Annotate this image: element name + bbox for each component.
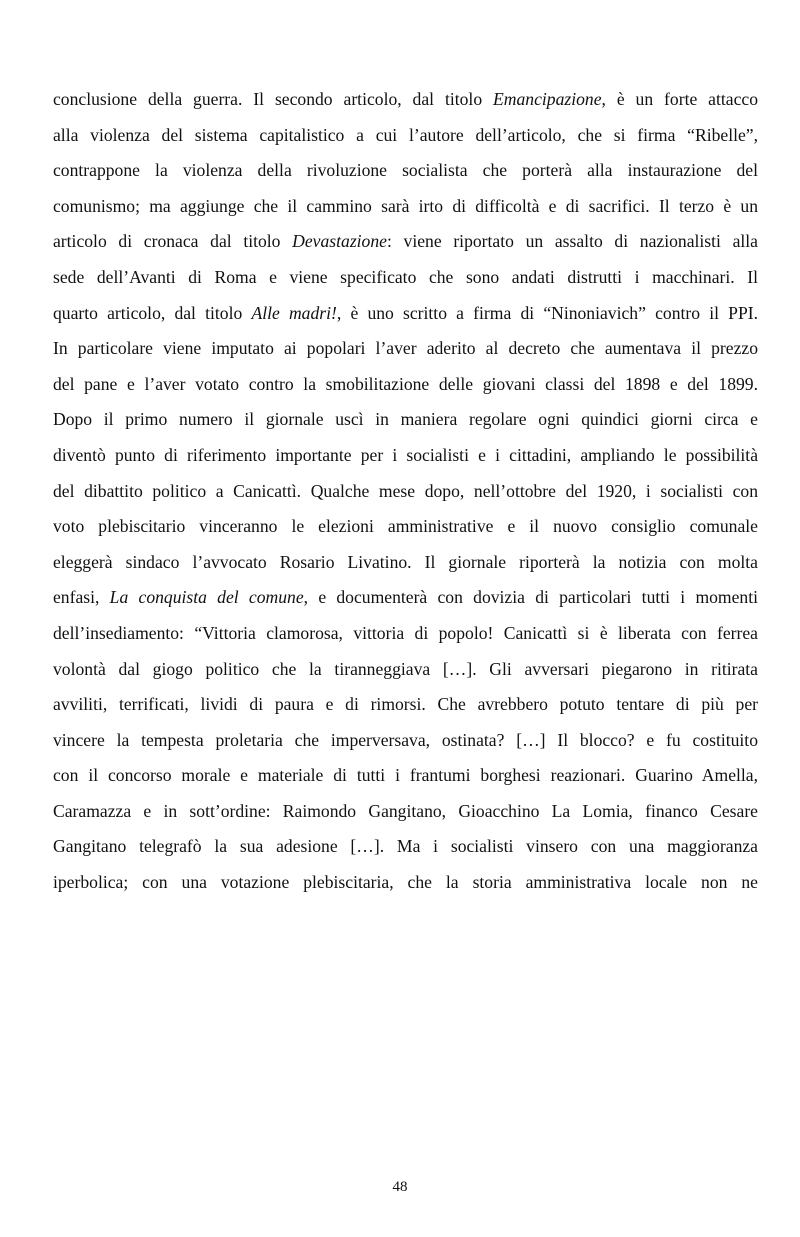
text-line: [53, 224, 758, 260]
text-line: [53, 652, 758, 688]
text-segment: con il concorso morale e materiale di tutti i frantumi borghesi reazionari. Guarino Amella,: [53, 765, 758, 786]
text-segment: voto plebiscitario vinceranno le elezioni amministrative e il nuovo consiglio comunale: [53, 516, 758, 537]
text-line: [53, 82, 758, 118]
text-segment: alla violenza del sistema capitalistico a cui l’autore dell’articolo, che si firma “Ribelle”,: [53, 124, 758, 145]
text-line: [53, 545, 758, 581]
text-line: [53, 509, 758, 545]
text-segment: vincere la tempesta proletaria che imperversava, ostinata? […] Il blocco? e fu costituito: [53, 729, 758, 750]
text-segment: , è uno scritto a firma di “Ninoniavich” contro il PPI.: [336, 302, 758, 323]
text-segment: enfasi,: [53, 587, 110, 608]
text-line: [53, 260, 758, 296]
text-segment: In particolare viene imputato ai popolari l’aver aderito al decreto che aumentava il prezzo: [53, 338, 758, 359]
italic-title: Devastazione: [292, 231, 387, 252]
italic-title: Emancipazione: [493, 89, 602, 109]
body-paragraph: [53, 82, 758, 901]
text-segment: , e documenterà con dovizia di particolari tutti i momenti: [303, 587, 758, 608]
text-line: [53, 474, 758, 510]
text-segment: Dopo il primo numero il giornale uscì in maniera regolare ogni quindici giorni circa e: [53, 409, 758, 430]
text-segment: conclusione della guerra. Il secondo articolo, dal titolo: [53, 89, 494, 109]
text-segment: , è un forte attacco: [601, 89, 758, 109]
italic-title: Alle madri!: [251, 302, 337, 323]
text-segment: volontà dal giogo politico che la tiranneggiava […]. Gli avversari piegarono in ritirata: [53, 658, 758, 679]
text-line: [53, 758, 758, 794]
text-line: [53, 153, 758, 189]
italic-title: La conquista del comune: [109, 587, 304, 608]
text-segment: del dibattito politico a Canicattì. Qualche mese dopo, nell’ottobre del 1920, i socialisti con: [53, 480, 758, 501]
text-line: [53, 189, 758, 225]
text-segment: contrappone la violenza della rivoluzione socialista che porterà alla instaurazione del: [53, 160, 758, 181]
text-line: [53, 296, 758, 332]
text-segment: dell’insediamento: “Vittoria clamorosa, vittoria di popolo! Canicattì si è liberata con ferrea: [53, 622, 758, 643]
text-segment: sede dell’Avanti di Roma e viene specificato che sono andati distrutti i macchinari. Il: [53, 266, 758, 287]
text-line: [53, 118, 758, 154]
text-line: [53, 829, 758, 865]
text-segment: Caramazza e in sott’ordine: Raimondo Gangitano, Gioacchino La Lomia, financo Cesare: [53, 800, 758, 821]
text-segment: diventò punto di riferimento importante per i socialisti e i cittadini, ampliando le possibilità: [53, 444, 758, 465]
text-segment: comunismo; ma aggiunge che il cammino sarà irto di difficoltà e di sacrifici. Il terzo è un: [53, 195, 758, 216]
text-line: [53, 723, 758, 759]
text-line: [53, 402, 758, 438]
text-line: [53, 616, 758, 652]
text-line: [53, 687, 758, 723]
text-segment: articolo di cronaca dal titolo: [53, 231, 293, 252]
page-number: 48: [392, 1179, 408, 1195]
text-line: [53, 794, 758, 830]
text-line: [53, 580, 758, 616]
text-line: [53, 367, 758, 403]
text-segment: Gangitano telegrafò la sua adesione […]. Ma i socialisti vinsero con una maggioranza: [53, 836, 758, 857]
text-segment: eleggerà sindaco l’avvocato Rosario Livatino. Il giornale riporterà la notizia con molta: [53, 551, 758, 572]
text-line: [53, 438, 758, 474]
text-segment: avviliti, terrificati, lividi di paura e di rimorsi. Che avrebbero potuto tentare di più per: [53, 694, 758, 715]
text-segment: del pane e l’aver votato contro la smobilitazione delle giovani classi del 1898 e del 1899.: [53, 373, 758, 394]
text-line: [53, 865, 758, 901]
text-line: [53, 331, 758, 367]
text-segment: iperbolica; con una votazione plebiscitaria, che la storia amministrativa locale non ne: [53, 872, 758, 893]
text-segment: : viene riportato un assalto di nazionalisti alla: [386, 231, 758, 252]
text-segment: quarto articolo, dal titolo: [53, 302, 252, 323]
